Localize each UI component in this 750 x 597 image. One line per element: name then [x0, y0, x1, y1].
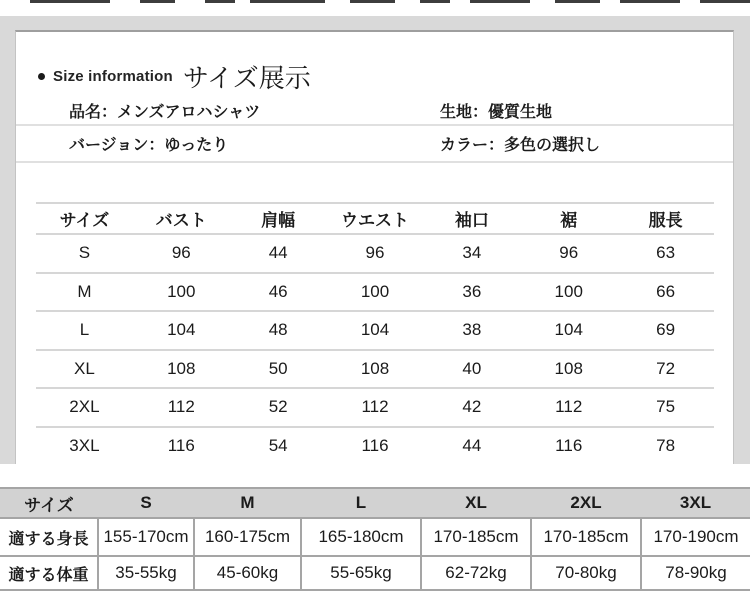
- section-heading-en: Size information: [53, 67, 173, 85]
- fit-header-cell: S: [98, 488, 194, 518]
- size-label: L: [79, 320, 90, 340]
- size-label: 3XL: [69, 435, 100, 455]
- table-cell: 165-180cm: [301, 518, 421, 556]
- table-cell: 100: [360, 281, 390, 301]
- table-cell: 78-90kg: [641, 556, 750, 590]
- table-cell: 116: [167, 435, 195, 455]
- row-label: 適する身長: [8, 530, 89, 548]
- table-cell: 69: [656, 320, 676, 340]
- table-cell: 44: [268, 243, 288, 263]
- section-heading-jp: サイズ展示: [182, 62, 311, 93]
- table-cell: 108: [167, 358, 196, 378]
- table-cell: 34: [462, 243, 482, 263]
- table-cell: 96: [559, 243, 579, 263]
- table-cell: 36: [462, 281, 482, 301]
- table-cell: 112: [167, 397, 195, 417]
- fit-table: [0, 487, 750, 591]
- table-cell: 78: [656, 435, 676, 455]
- fit-header-cell: 3XL: [641, 488, 750, 518]
- table-cell: 108: [360, 358, 390, 378]
- table-cell: 70-80kg: [531, 556, 641, 590]
- table-row: [36, 312, 714, 351]
- table-cell: 104: [554, 320, 583, 340]
- fit-header-cell: XL: [421, 488, 531, 518]
- bullet-icon: [38, 73, 45, 80]
- column-header: 肩幅: [261, 211, 296, 230]
- table-cell: 38: [462, 320, 482, 340]
- column-header: バスト: [155, 211, 207, 230]
- table-cell: 75: [656, 397, 676, 417]
- size-chart-header-row: [36, 202, 714, 235]
- table-cell: 108: [554, 358, 583, 378]
- fit-height-row: [0, 518, 750, 556]
- table-cell: 170-190cm: [641, 518, 750, 556]
- table-cell: 72: [656, 358, 676, 378]
- row-label: 適する体重: [8, 566, 89, 584]
- table-row: [36, 428, 714, 467]
- fit-table-header-row: [0, 488, 750, 518]
- table-cell: 96: [171, 243, 191, 263]
- version-field: バージョン：ゆったり: [69, 137, 229, 154]
- table-cell: 66: [656, 281, 676, 301]
- table-cell: 155-170cm: [98, 518, 194, 556]
- table-cell: 55-65kg: [301, 556, 421, 590]
- table-cell: 104: [167, 320, 196, 340]
- table-cell: 96: [365, 243, 385, 263]
- fit-header-cell: M: [194, 488, 301, 518]
- product-info-row: [16, 126, 733, 163]
- table-cell: 44: [462, 435, 482, 455]
- section-spacer: [0, 464, 750, 487]
- table-cell: 160-175cm: [194, 518, 301, 556]
- table-cell: 42: [462, 397, 482, 417]
- table-cell: 104: [360, 320, 390, 340]
- size-label: 2XL: [69, 397, 100, 417]
- table-cell: 62-72kg: [421, 556, 531, 590]
- size-label: M: [77, 281, 92, 301]
- table-cell: 54: [268, 435, 288, 455]
- column-header: 裾: [560, 211, 578, 230]
- table-cell: 46: [268, 281, 288, 301]
- table-row: [36, 274, 714, 313]
- table-cell: 52: [268, 397, 288, 417]
- table-cell: 112: [555, 397, 583, 417]
- size-label: S: [78, 243, 91, 263]
- page-background-frame: [0, 16, 750, 464]
- fit-weight-row: [0, 556, 750, 590]
- table-cell: 40: [462, 358, 482, 378]
- table-cell: 100: [167, 281, 196, 301]
- product-name-field: 品名：メンズアロハシャツ: [69, 103, 261, 121]
- table-cell: 63: [656, 243, 676, 263]
- table-cell: 112: [361, 397, 389, 417]
- product-info-row: [16, 96, 733, 126]
- column-header: ウエスト: [341, 211, 409, 230]
- table-cell: 50: [268, 358, 288, 378]
- table-cell: 45-60kg: [194, 556, 301, 590]
- table-cell: 170-185cm: [531, 518, 641, 556]
- table-cell: 116: [555, 435, 583, 455]
- table-cell: 35-55kg: [98, 556, 194, 590]
- table-row: [36, 235, 714, 274]
- table-cell: 116: [361, 435, 389, 455]
- table-row: [36, 351, 714, 390]
- fit-header-cell: 2XL: [531, 488, 641, 518]
- fit-header-cell: L: [301, 488, 421, 518]
- color-field: カラー：多色の選択し: [440, 137, 601, 154]
- size-label: XL: [74, 358, 95, 378]
- column-header: 服長: [648, 211, 683, 230]
- fit-header-cell: サイズ: [0, 488, 98, 518]
- fabric-field: 生地：優質生地: [440, 103, 553, 121]
- size-info-card: [15, 30, 734, 464]
- table-row: [36, 389, 714, 428]
- table-cell: 48: [268, 320, 288, 340]
- section-heading: [16, 32, 733, 96]
- column-header: 袖口: [454, 211, 489, 230]
- size-chart-table: [36, 202, 714, 466]
- column-header: サイズ: [59, 211, 110, 230]
- table-cell: 100: [554, 281, 583, 301]
- cropped-text-fragments: [0, 0, 750, 16]
- table-cell: 170-185cm: [421, 518, 531, 556]
